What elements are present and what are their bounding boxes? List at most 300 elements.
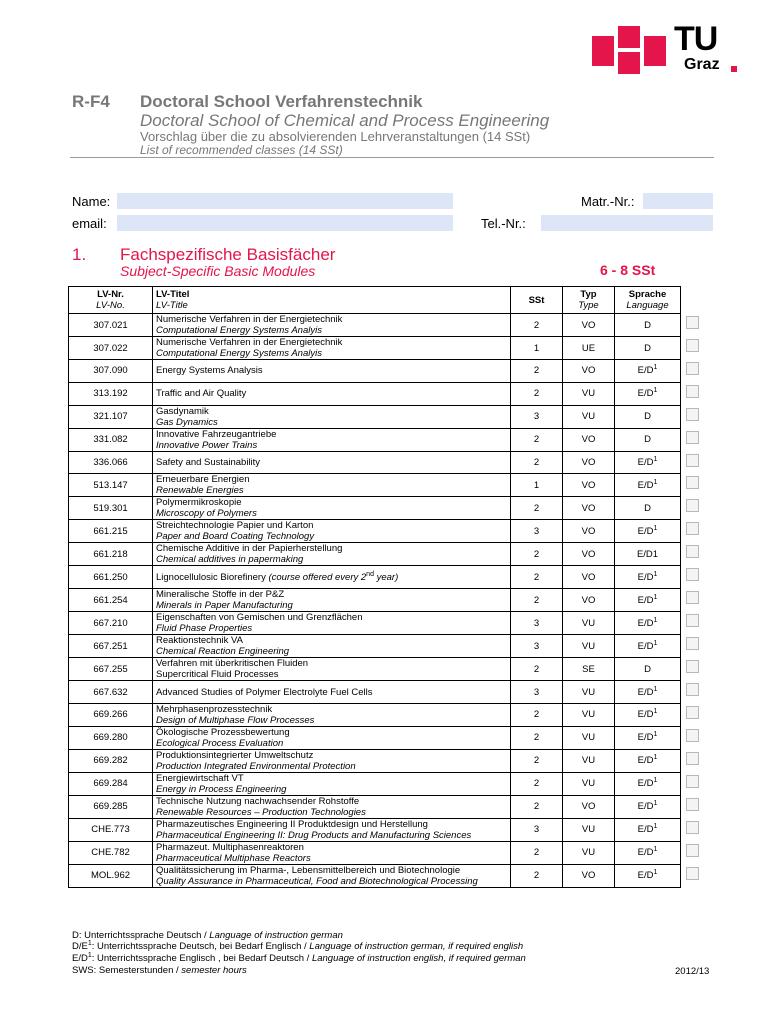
course-title-english: Pharmaceutical Multiphase Reactors [156, 852, 311, 864]
course-sst: 2 [511, 703, 563, 726]
course-title: Ökologische Prozessbewertung [156, 726, 290, 738]
course-type: VO [563, 520, 615, 543]
course-title-cell [153, 772, 511, 795]
course-language-footnote: 1 [653, 846, 658, 854]
course-type: VU [563, 818, 615, 841]
course-language-footnote: 1 [653, 869, 658, 877]
course-title: Traffic and Air Quality [156, 388, 247, 400]
course-title-cell [153, 703, 511, 726]
course-select-checkbox[interactable] [686, 683, 699, 696]
course-language-code: E/D [637, 824, 654, 836]
course-select-checkbox[interactable] [686, 568, 699, 581]
course-sst: 2 [511, 726, 563, 749]
course-number: 321.107 [69, 405, 153, 428]
course-language-code: E/D [637, 594, 654, 606]
course-sst: 2 [511, 749, 563, 772]
course-select-checkbox[interactable] [686, 637, 699, 650]
course-language-code: D [644, 411, 651, 423]
course-title: Safety and Sustainability [156, 456, 261, 468]
course-title-cell [153, 497, 511, 520]
course-number: 667.251 [69, 635, 153, 658]
col-header-title: LV-Titel LV-Title [153, 287, 511, 314]
course-number: MOL.962 [69, 864, 153, 887]
course-language-code: E/D [637, 617, 654, 629]
table-row [69, 589, 681, 612]
course-title-cell [153, 405, 511, 428]
course-language-footnote: 1 [653, 455, 658, 463]
course-select-checkbox[interactable] [686, 591, 699, 604]
course-language-code: E/D [637, 571, 654, 583]
matr-nr-label: Matr.-Nr.: [581, 194, 635, 209]
course-number: 331.082 [69, 428, 153, 451]
course-language-code: E/D [637, 525, 654, 537]
course-language [615, 703, 681, 726]
course-number: 669.284 [69, 772, 153, 795]
table-row [69, 864, 681, 887]
course-language-code: E/D [637, 709, 654, 721]
course-number: 313.192 [69, 382, 153, 405]
logo-dot [731, 66, 737, 72]
course-sst: 2 [511, 451, 563, 474]
logo-tu-text: TU [674, 20, 718, 58]
course-note: (course offered every 2 [268, 571, 367, 583]
table-row [69, 314, 681, 337]
course-language-footnote: 1 [653, 708, 658, 716]
course-number: 307.090 [69, 360, 153, 383]
course-language [615, 749, 681, 772]
course-sst: 2 [511, 772, 563, 795]
course-title-cell [153, 612, 511, 635]
course-title-english: Chemical Reaction Engineering [156, 646, 290, 658]
course-sst: 3 [511, 818, 563, 841]
course-select-checkbox[interactable] [686, 614, 699, 627]
course-title-english: Computational Energy Systems Analyis [156, 325, 322, 336]
course-language-code: E/D [637, 778, 654, 790]
course-title: Reaktionstechnik VA [156, 635, 243, 647]
course-language-code: D [644, 434, 651, 446]
course-title-cell [153, 543, 511, 566]
course-select-checkbox[interactable] [686, 431, 699, 444]
course-language-code: E/D [637, 640, 654, 652]
col-header-lvnr: LV-Nr. LV-No. [69, 287, 153, 314]
course-language [615, 451, 681, 474]
table-row [69, 703, 681, 726]
course-number: 336.066 [69, 451, 153, 474]
course-type: VO [563, 543, 615, 566]
course-title: Produktionsintegrierter Umweltschutz [156, 749, 314, 761]
course-title: Energy Systems Analysis [156, 365, 263, 377]
course-select-checkbox[interactable] [686, 821, 699, 834]
course-number: 667.255 [69, 658, 153, 681]
course-title-cell [153, 566, 511, 589]
table-row [69, 543, 681, 566]
page-title-english: Doctoral School of Chemical and Process Engineering [140, 111, 550, 130]
course-title: Numerische Verfahren in der Energietechnik [156, 337, 343, 348]
course-language-code: D [644, 319, 651, 331]
course-type: VU [563, 749, 615, 772]
course-type: VO [563, 795, 615, 818]
course-select-checkbox[interactable] [686, 454, 699, 467]
course-language [615, 589, 681, 612]
table-row [69, 520, 681, 543]
course-title: Eigenschaften von Gemischen und Grenzflächen [156, 612, 363, 624]
course-type: VU [563, 382, 615, 405]
course-sst: 2 [511, 360, 563, 383]
course-language-footnote: 1 [653, 754, 658, 762]
course-language-footnote: 1 [653, 731, 658, 739]
course-title: Polymermikroskopie [156, 497, 242, 509]
course-language-code: D [644, 663, 651, 675]
course-number: 669.282 [69, 749, 153, 772]
course-title-english: Innovative Power Trains [156, 439, 258, 451]
course-sst: 2 [511, 314, 563, 337]
course-title-cell [153, 681, 511, 704]
course-language-code: E/D [637, 686, 654, 698]
course-language-code: E/D1 [636, 548, 659, 560]
course-sst: 2 [511, 382, 563, 405]
course-title-english: Minerals in Paper Manufacturing [156, 600, 293, 612]
course-language [615, 382, 681, 405]
course-number: CHE.773 [69, 818, 153, 841]
course-type: VO [563, 864, 615, 887]
course-type: VU [563, 681, 615, 704]
name-field[interactable] [117, 193, 453, 209]
course-language [615, 520, 681, 543]
course-select-checkbox[interactable] [686, 362, 699, 375]
course-title-english: Ecological Process Evaluation [156, 737, 284, 749]
page-title: Doctoral School Verfahrenstechnik [140, 92, 423, 111]
course-number: 661.250 [69, 566, 153, 589]
section-title: Fachspezifische Basisfächer [120, 245, 336, 264]
course-title: Erneuerbare Energien [156, 474, 250, 486]
course-type: VO [563, 497, 615, 520]
course-number: 669.266 [69, 703, 153, 726]
table-row [69, 726, 681, 749]
course-title-cell [153, 635, 511, 658]
course-title-english: Gas Dynamics [156, 416, 218, 428]
col-header-sst: SSt [511, 287, 563, 314]
table-row [69, 772, 681, 795]
table-row [69, 360, 681, 383]
course-language [615, 818, 681, 841]
course-select-checkbox[interactable] [686, 729, 699, 742]
course-sst: 2 [511, 566, 563, 589]
table-row [69, 474, 681, 497]
course-title-english: Chemical additives in papermaking [156, 554, 304, 566]
course-title-english: Energy in Process Engineering [156, 783, 287, 795]
course-sst: 3 [511, 635, 563, 658]
page-subtitle: Vorschlag über die zu absolvierenden Lehrveranstaltungen (14 SSt) [140, 129, 531, 144]
course-language-footnote: 1 [653, 616, 658, 624]
table-row [69, 635, 681, 658]
tel-nr-field[interactable] [541, 215, 713, 231]
table-row [69, 497, 681, 520]
course-sst: 2 [511, 841, 563, 864]
course-select-checkbox[interactable] [686, 798, 699, 811]
section-title-english: Subject-Specific Basic Modules [120, 263, 316, 279]
course-title: Pharmazeut. Multiphasenreaktoren [156, 841, 304, 853]
course-type: VU [563, 841, 615, 864]
col-header-type: Typ Type [563, 287, 615, 314]
course-language [615, 314, 681, 337]
course-title: Numerische Verfahren in der Energietechnik [156, 314, 343, 325]
course-title: Chemische Additive in der Papierherstellung [156, 543, 343, 555]
course-title-cell [153, 818, 511, 841]
course-language-footnote: 1 [653, 387, 658, 395]
course-select-checkbox[interactable] [686, 316, 699, 329]
course-number: 667.632 [69, 681, 153, 704]
course-number: 667.210 [69, 612, 153, 635]
course-language-code: E/D [637, 801, 654, 813]
course-language [615, 337, 681, 360]
course-language-code: D [644, 342, 651, 354]
course-title-cell [153, 474, 511, 497]
course-type: VO [563, 474, 615, 497]
course-sst: 2 [511, 658, 563, 681]
course-type: VO [563, 451, 615, 474]
table-row [69, 428, 681, 451]
email-field[interactable] [117, 215, 453, 231]
col-header-language: Sprache Language [615, 287, 681, 314]
course-title-cell [153, 451, 511, 474]
course-language [615, 474, 681, 497]
course-number: 519.301 [69, 497, 153, 520]
footer-note-1: D: Unterrichtssprache Deutsch / Language of instruction german [72, 930, 343, 941]
course-title-cell [153, 428, 511, 451]
course-number: 661.215 [69, 520, 153, 543]
course-language-code: E/D [637, 755, 654, 767]
course-language [615, 612, 681, 635]
course-language-footnote: 1 [653, 685, 658, 693]
course-title: Qualitätssicherung im Pharma-, Lebensmittelbereich und Biotechnologie [156, 864, 461, 876]
course-title: Mehrphasenprozesstechnik [156, 703, 273, 715]
course-title-cell [153, 841, 511, 864]
table-row [69, 612, 681, 635]
course-select-checkbox[interactable] [686, 522, 699, 535]
course-sst: 1 [511, 337, 563, 360]
table-row [69, 658, 681, 681]
course-type: VU [563, 635, 615, 658]
course-type: VU [563, 405, 615, 428]
course-select-checkbox[interactable] [686, 775, 699, 788]
course-title-cell [153, 382, 511, 405]
course-sst: 2 [511, 543, 563, 566]
course-sst: 2 [511, 589, 563, 612]
course-language-footnote: 1 [653, 570, 658, 578]
course-title-cell [153, 360, 511, 383]
course-language [615, 726, 681, 749]
course-language [615, 566, 681, 589]
course-language-footnote: 1 [653, 478, 658, 486]
course-select-checkbox[interactable] [686, 408, 699, 421]
course-language [615, 543, 681, 566]
course-select-checkbox[interactable] [686, 660, 699, 673]
course-language [615, 795, 681, 818]
section-number: 1. [72, 245, 87, 264]
table-row [69, 818, 681, 841]
course-language-footnote: 1 [653, 639, 658, 647]
course-type: SE [563, 658, 615, 681]
course-sst: 3 [511, 681, 563, 704]
course-sst: 1 [511, 474, 563, 497]
table-row [69, 749, 681, 772]
course-select-checkbox[interactable] [686, 706, 699, 719]
header-divider [70, 157, 714, 158]
course-title: Energiewirtschaft VT [156, 772, 244, 784]
email-label: email: [72, 216, 107, 231]
course-language-footnote: 1 [653, 800, 658, 808]
course-table [68, 286, 681, 888]
course-type: VO [563, 566, 615, 589]
course-language-code: E/D [637, 388, 654, 400]
course-title-english: Production Integrated Environmental Protection [156, 760, 356, 772]
course-number: 307.021 [69, 314, 153, 337]
course-language-code: D [644, 502, 651, 514]
course-language [615, 658, 681, 681]
course-title-cell [153, 589, 511, 612]
course-sst: 3 [511, 520, 563, 543]
course-title-cell [153, 795, 511, 818]
course-language-footnote: 1 [653, 777, 658, 785]
course-language-code: E/D [637, 732, 654, 744]
name-label: Name: [72, 194, 111, 209]
course-sst: 3 [511, 612, 563, 635]
course-language [615, 841, 681, 864]
course-select-checkbox[interactable] [686, 752, 699, 765]
course-language [615, 864, 681, 887]
course-type: VU [563, 612, 615, 635]
table-row [69, 681, 681, 704]
course-sst: 3 [511, 405, 563, 428]
course-title: Innovative Fahrzeugantriebe [156, 428, 277, 440]
course-title: Verfahren mit überkritischen Fluiden [156, 658, 309, 670]
footer-note-3: $E/D^1$: Unterrichtssprache Englisch , bei Bedarf Deutsch / Language of instruction english, if required german [72, 951, 526, 964]
course-sst: 2 [511, 795, 563, 818]
course-title-english: Computational Energy Systems Analyis [156, 348, 322, 359]
course-type: VO [563, 428, 615, 451]
course-title-cell [153, 726, 511, 749]
course-title: Pharmazeutisches Engineering II Produktdesign und Herstellung [156, 818, 428, 830]
table-row [69, 451, 681, 474]
course-language-code: E/D [637, 847, 654, 859]
course-title: Mineralische Stoffe in der P&Z [156, 589, 285, 601]
course-title-cell [153, 314, 511, 337]
course-type: VO [563, 360, 615, 383]
course-language-footnote: 1 [653, 823, 658, 831]
course-language-code: E/D [637, 365, 654, 377]
course-number: 669.285 [69, 795, 153, 818]
course-language [615, 635, 681, 658]
course-title-english: Renewable Energies [156, 485, 244, 497]
course-language-footnote: 1 [653, 364, 658, 372]
course-title-english: Paper and Board Coating Technology [156, 531, 315, 543]
course-title: Lignocellulosic Biorefinery [156, 571, 269, 583]
page-subtitle-english: List of recommended classes (14 SSt) [140, 143, 343, 157]
course-title: Advanced Studies of Polymer Electrolyte Fuel Cells [156, 686, 373, 698]
table-row [69, 566, 681, 589]
table-row [69, 795, 681, 818]
course-note-sup: nd [366, 570, 374, 578]
course-type: VU [563, 772, 615, 795]
course-language-code: E/D [637, 479, 654, 491]
course-title-english: Design of Multiphase Flow Processes [156, 714, 315, 726]
course-language [615, 360, 681, 383]
form-code: R-F4 [72, 92, 110, 111]
course-select-checkbox[interactable] [686, 339, 699, 352]
tu-graz-logo [592, 20, 742, 78]
course-select-checkbox[interactable] [686, 844, 699, 857]
course-select-checkbox[interactable] [686, 867, 699, 880]
course-title-cell [153, 749, 511, 772]
course-number: 661.254 [69, 589, 153, 612]
course-type: VO [563, 314, 615, 337]
course-select-checkbox[interactable] [686, 385, 699, 398]
course-number: CHE.782 [69, 841, 153, 864]
course-select-checkbox[interactable] [686, 499, 699, 512]
course-language-footnote: 1 [653, 524, 658, 532]
course-note-end: year) [373, 571, 399, 583]
course-number: 661.218 [69, 543, 153, 566]
course-title-english: Fluid Phase Properties [156, 623, 253, 635]
course-language-code: E/D [637, 870, 654, 882]
course-title-english: Microscopy of Polymers [156, 508, 257, 520]
course-language-footnote: 1 [653, 593, 658, 601]
course-language-code: E/D [637, 456, 654, 468]
course-language [615, 405, 681, 428]
course-language [615, 681, 681, 704]
course-type: VU [563, 703, 615, 726]
course-sst: 2 [511, 497, 563, 520]
course-title-cell [153, 337, 511, 360]
table-row [69, 382, 681, 405]
course-type: VU [563, 726, 615, 749]
course-title-english: Pharmaceutical Engineering II: Drug Products and Manufacturing Sciences [156, 829, 472, 841]
footer-note-2: $D/E^1$: Unterrichtssprache Deutsch, bei Bedarf Englisch / Language of instruction german, if required english [72, 939, 524, 952]
course-title-english: Supercritical Fluid Processes [156, 669, 279, 681]
course-title: Technische Nutzung nachwachsender Rohstoffe [156, 795, 360, 807]
course-number: 513.147 [69, 474, 153, 497]
academic-year: 2012/13 [675, 966, 710, 977]
course-title-cell [153, 520, 511, 543]
course-title: Gasdynamik [156, 405, 209, 417]
course-title-cell [153, 864, 511, 887]
course-language [615, 772, 681, 795]
section-sst-range: 6 - 8 SSt [600, 262, 656, 278]
logo-graz-text: Graz [684, 56, 720, 73]
table-header-row [69, 287, 681, 314]
course-type: VO [563, 589, 615, 612]
course-select-checkbox[interactable] [686, 545, 699, 558]
course-type: UE [563, 337, 615, 360]
course-select-checkbox[interactable] [686, 476, 699, 489]
course-language [615, 497, 681, 520]
matr-nr-field[interactable] [643, 193, 713, 209]
course-title: Streichtechnologie Papier und Karton [156, 520, 314, 532]
table-row [69, 337, 681, 360]
course-title-english: Quality Assurance in Pharmaceutical, Food and Biotechnological Processing [156, 875, 478, 887]
course-sst: 2 [511, 428, 563, 451]
course-language [615, 428, 681, 451]
table-row [69, 841, 681, 864]
course-title-cell [153, 658, 511, 681]
tel-nr-label: Tel.-Nr.: [481, 216, 526, 231]
course-title-english: Renewable Resources – Production Technologies [156, 806, 366, 818]
course-sst: 2 [511, 864, 563, 887]
table-row [69, 405, 681, 428]
footer-note-4: SWS: Semesterstunden / semester hours [72, 965, 247, 976]
course-number: 669.280 [69, 726, 153, 749]
course-number: 307.022 [69, 337, 153, 360]
